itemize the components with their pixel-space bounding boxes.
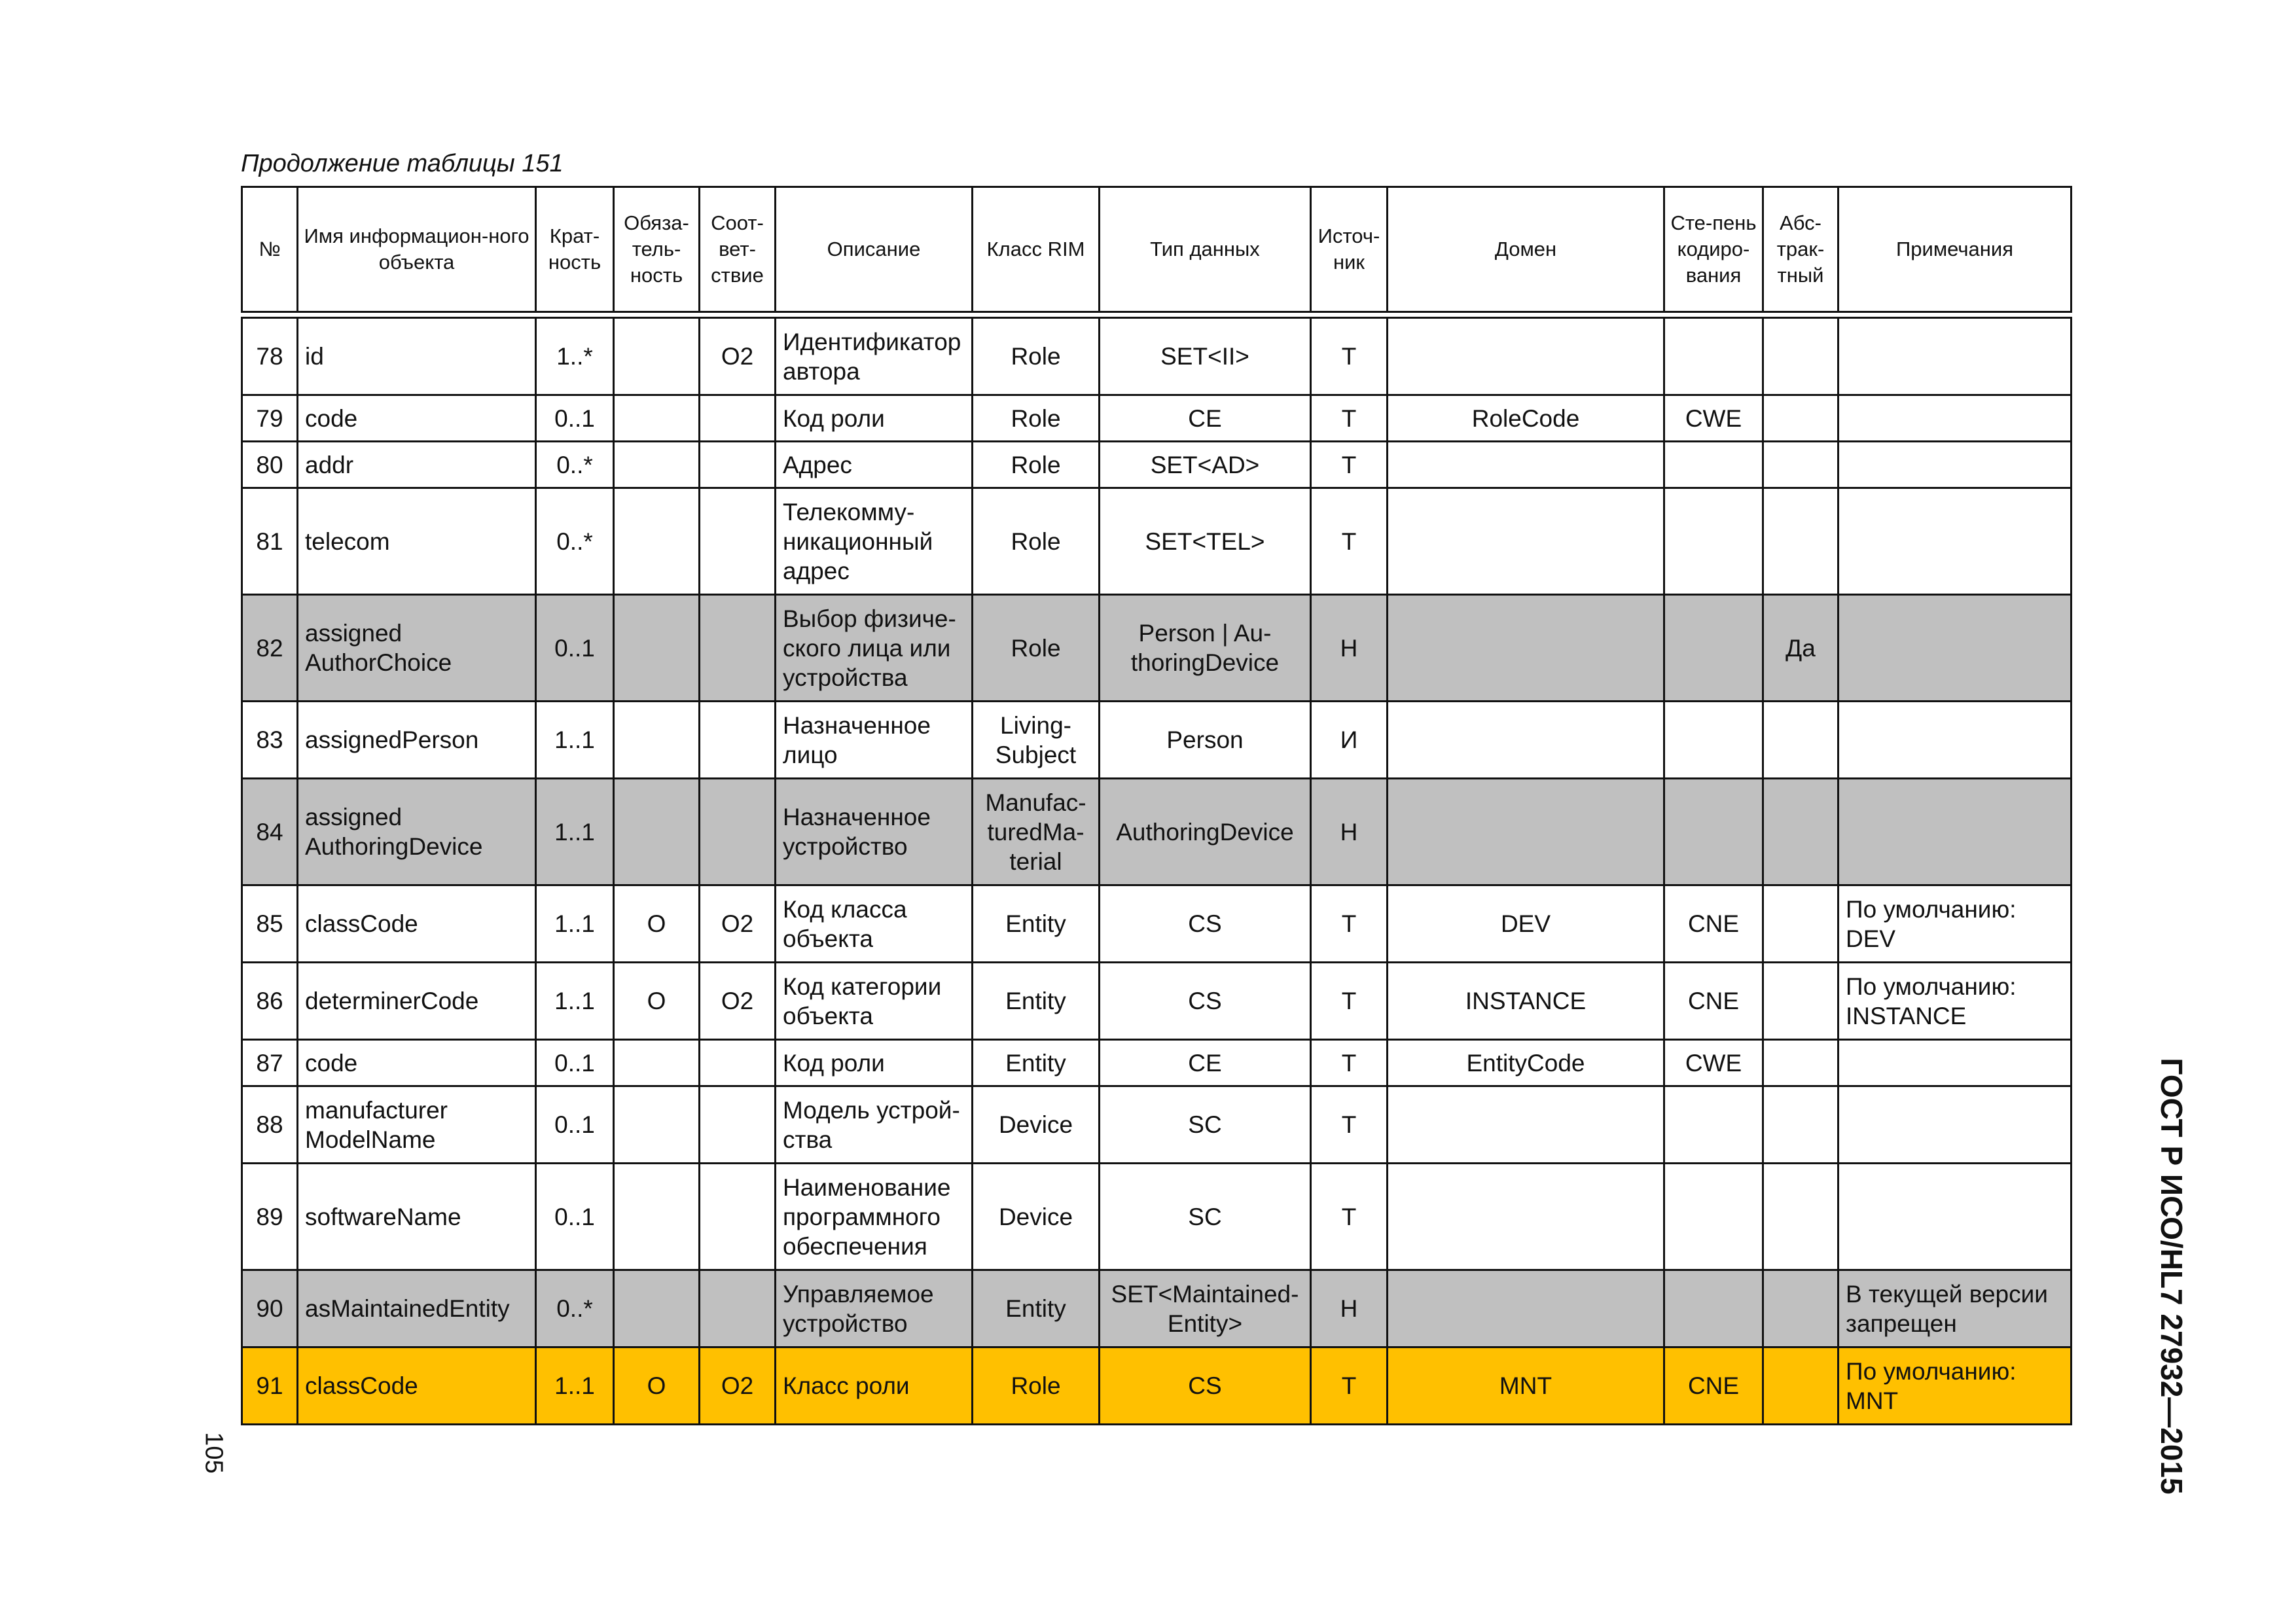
header-name: Имя информацион-ного объекта [298, 187, 536, 312]
cell-num: 88 [242, 1086, 298, 1164]
cell-data-type: SET<TEL> [1100, 488, 1311, 595]
cell-mandatory [614, 1164, 700, 1270]
header-divider [242, 312, 2072, 318]
cell-rim-class: Role [973, 1347, 1100, 1425]
cell-source: T [1311, 1086, 1388, 1164]
cell-description: Код категории объекта [776, 963, 973, 1040]
cell-mandatory: O [614, 963, 700, 1040]
header-source: Источ-ник [1311, 187, 1388, 312]
table-row [242, 963, 2072, 1040]
table-row [242, 318, 2072, 395]
cell-mandatory: O [614, 1347, 700, 1425]
cell-cardinality: 0..* [536, 442, 614, 488]
cell-rim-class: Entity [973, 1040, 1100, 1086]
cell-cardinality: 0..1 [536, 395, 614, 442]
cell-coding-strength [1664, 1270, 1763, 1347]
cell-num: 86 [242, 963, 298, 1040]
cell-description: Класс роли [776, 1347, 973, 1425]
cell-cardinality: 0..1 [536, 1040, 614, 1086]
cell-source: И [1311, 702, 1388, 779]
table-row [242, 488, 2072, 595]
header-cardinality: Крат-ность [536, 187, 614, 312]
cell-source: T [1311, 488, 1388, 595]
cell-notes: По умолчанию: INSTANCE [1839, 963, 2072, 1040]
cell-domain [1388, 442, 1664, 488]
cell-coding-strength [1664, 595, 1763, 702]
header-num: № [242, 187, 298, 312]
header-mandatory: Обяза-тель-ность [614, 187, 700, 312]
cell-rim-class: Device [973, 1086, 1100, 1164]
cell-coding-strength: CWE [1664, 395, 1763, 442]
cell-coding-strength [1664, 702, 1763, 779]
cell-coding-strength: CNE [1664, 1347, 1763, 1425]
cell-notes [1839, 318, 2072, 395]
data-table [241, 186, 2072, 1425]
standard-title-text: ГОСТ Р ИСО/HL7 27932—2015 [2155, 1058, 2189, 1495]
cell-mandatory [614, 442, 700, 488]
table-row [242, 595, 2072, 702]
header-row [242, 187, 2072, 312]
cell-abstract [1763, 885, 1839, 963]
cell-mandatory [614, 595, 700, 702]
cell-mandatory [614, 702, 700, 779]
cell-num: 87 [242, 1040, 298, 1086]
cell-conformance [700, 1040, 776, 1086]
cell-conformance: O2 [700, 885, 776, 963]
cell-domain [1388, 595, 1664, 702]
cell-rim-class: Role [973, 488, 1100, 595]
cell-name: code [298, 395, 536, 442]
cell-source: H [1311, 1270, 1388, 1347]
cell-mandatory [614, 395, 700, 442]
cell-abstract [1763, 1347, 1839, 1425]
cell-name: asMaintainedEntity [298, 1270, 536, 1347]
cell-data-type: SET<Maintained-Entity> [1100, 1270, 1311, 1347]
cell-source: H [1311, 779, 1388, 885]
cell-domain [1388, 779, 1664, 885]
cell-num: 81 [242, 488, 298, 595]
cell-cardinality: 1..* [536, 318, 614, 395]
header-description: Описание [776, 187, 973, 312]
cell-notes: В текущей версии запрещен [1839, 1270, 2072, 1347]
cell-abstract [1763, 395, 1839, 442]
header-notes: Примечания [1839, 187, 2072, 312]
cell-coding-strength: CWE [1664, 1040, 1763, 1086]
cell-domain: MNT [1388, 1347, 1664, 1425]
page-number-text: 105 [200, 1432, 228, 1474]
cell-rim-class: Role [973, 395, 1100, 442]
cell-notes [1839, 1164, 2072, 1270]
standard-title [2145, 1058, 2198, 1495]
header-conformance: Соот-вет-ствие [700, 187, 776, 312]
cell-mandatory [614, 1086, 700, 1164]
cell-data-type: SET<AD> [1100, 442, 1311, 488]
cell-notes [1839, 442, 2072, 488]
cell-data-type: CS [1100, 885, 1311, 963]
cell-mandatory [614, 779, 700, 885]
cell-coding-strength [1664, 488, 1763, 595]
cell-description: Выбор физиче-ского лица или устройства [776, 595, 973, 702]
cell-cardinality: 1..1 [536, 885, 614, 963]
cell-conformance [700, 1164, 776, 1270]
table-caption: Продолжение таблицы 151 [241, 150, 564, 177]
cell-rim-class: Living-Subject [973, 702, 1100, 779]
cell-mandatory: O [614, 885, 700, 963]
cell-coding-strength [1664, 779, 1763, 885]
cell-cardinality: 1..1 [536, 702, 614, 779]
cell-description: Наименование программного обеспечения [776, 1164, 973, 1270]
cell-name: addr [298, 442, 536, 488]
cell-num: 91 [242, 1347, 298, 1425]
cell-source: T [1311, 1347, 1388, 1425]
cell-cardinality: 1..1 [536, 963, 614, 1040]
cell-domain: INSTANCE [1388, 963, 1664, 1040]
cell-cardinality: 0..* [536, 1270, 614, 1347]
cell-conformance: O2 [700, 318, 776, 395]
cell-coding-strength [1664, 1086, 1763, 1164]
table-row [242, 702, 2072, 779]
cell-domain: EntityCode [1388, 1040, 1664, 1086]
cell-name: determinerCode [298, 963, 536, 1040]
cell-cardinality: 0..* [536, 488, 614, 595]
cell-coding-strength [1664, 318, 1763, 395]
header-domain: Домен [1388, 187, 1664, 312]
cell-name: classCode [298, 885, 536, 963]
cell-rim-class: Entity [973, 1270, 1100, 1347]
cell-rim-class: Device [973, 1164, 1100, 1270]
cell-notes: По умолчанию: MNT [1839, 1347, 2072, 1425]
cell-source: H [1311, 595, 1388, 702]
cell-notes [1839, 395, 2072, 442]
cell-num: 89 [242, 1164, 298, 1270]
cell-rim-class: Entity [973, 885, 1100, 963]
cell-abstract [1763, 963, 1839, 1040]
cell-notes [1839, 1040, 2072, 1086]
cell-cardinality: 0..1 [536, 595, 614, 702]
cell-num: 78 [242, 318, 298, 395]
cell-conformance [700, 395, 776, 442]
table-row [242, 779, 2072, 885]
cell-description: Код роли [776, 1040, 973, 1086]
cell-notes [1839, 595, 2072, 702]
cell-rim-class: Role [973, 442, 1100, 488]
cell-domain [1388, 1270, 1664, 1347]
cell-name: assignedPerson [298, 702, 536, 779]
cell-domain [1388, 702, 1664, 779]
cell-source: T [1311, 1040, 1388, 1086]
cell-name: code [298, 1040, 536, 1086]
cell-num: 84 [242, 779, 298, 885]
cell-data-type: SET<II> [1100, 318, 1311, 395]
cell-abstract [1763, 779, 1839, 885]
cell-description: Модель устрой-ства [776, 1086, 973, 1164]
cell-num: 80 [242, 442, 298, 488]
cell-abstract [1763, 1164, 1839, 1270]
cell-domain [1388, 488, 1664, 595]
cell-notes [1839, 1086, 2072, 1164]
cell-num: 79 [242, 395, 298, 442]
cell-cardinality: 0..1 [536, 1086, 614, 1164]
cell-description: Код класса объекта [776, 885, 973, 963]
table-row [242, 1164, 2072, 1270]
cell-abstract [1763, 318, 1839, 395]
table-row [242, 442, 2072, 488]
cell-domain [1388, 318, 1664, 395]
cell-mandatory [614, 318, 700, 395]
cell-conformance [700, 595, 776, 702]
cell-coding-strength [1664, 1164, 1763, 1270]
table-row [242, 885, 2072, 963]
cell-description: Код роли [776, 395, 973, 442]
cell-description: Управляемое устройство [776, 1270, 973, 1347]
cell-conformance: O2 [700, 963, 776, 1040]
cell-mandatory [614, 1270, 700, 1347]
cell-num: 90 [242, 1270, 298, 1347]
cell-name: telecom [298, 488, 536, 595]
cell-name: softwareName [298, 1164, 536, 1270]
cell-mandatory [614, 1040, 700, 1086]
cell-name: assigned AuthorChoice [298, 595, 536, 702]
cell-data-type: Person | Au-thoringDevice [1100, 595, 1311, 702]
cell-source: T [1311, 395, 1388, 442]
cell-domain [1388, 1164, 1664, 1270]
cell-cardinality: 0..1 [536, 1164, 614, 1270]
cell-data-type: SC [1100, 1086, 1311, 1164]
cell-num: 85 [242, 885, 298, 963]
cell-cardinality: 1..1 [536, 1347, 614, 1425]
cell-source: T [1311, 318, 1388, 395]
cell-description: Телекомму-никационный адрес [776, 488, 973, 595]
cell-conformance: O2 [700, 1347, 776, 1425]
cell-notes [1839, 702, 2072, 779]
cell-rim-class: Role [973, 595, 1100, 702]
cell-data-type: CE [1100, 395, 1311, 442]
cell-num: 83 [242, 702, 298, 779]
header-rim-class: Класс RIM [973, 187, 1100, 312]
cell-description: Идентификатор автора [776, 318, 973, 395]
cell-notes [1839, 779, 2072, 885]
cell-source: T [1311, 442, 1388, 488]
cell-rim-class: Entity [973, 963, 1100, 1040]
cell-conformance [700, 1270, 776, 1347]
cell-conformance [700, 1086, 776, 1164]
cell-name: id [298, 318, 536, 395]
cell-domain: DEV [1388, 885, 1664, 963]
cell-source: T [1311, 1164, 1388, 1270]
cell-num: 82 [242, 595, 298, 702]
cell-data-type: CS [1100, 1347, 1311, 1425]
cell-coding-strength [1664, 442, 1763, 488]
table-row [242, 1086, 2072, 1164]
cell-name: assigned AuthoringDevice [298, 779, 536, 885]
cell-domain [1388, 1086, 1664, 1164]
cell-abstract [1763, 1040, 1839, 1086]
cell-data-type: CS [1100, 963, 1311, 1040]
table-row [242, 1347, 2072, 1425]
cell-name: manufacturer ModelName [298, 1086, 536, 1164]
cell-abstract [1763, 1086, 1839, 1164]
cell-description: Адрес [776, 442, 973, 488]
cell-source: T [1311, 963, 1388, 1040]
cell-conformance [700, 702, 776, 779]
cell-description: Назначенное лицо [776, 702, 973, 779]
cell-rim-class: Role [973, 318, 1100, 395]
cell-data-type: SC [1100, 1164, 1311, 1270]
cell-data-type: CE [1100, 1040, 1311, 1086]
page-number [194, 1427, 233, 1479]
table-row [242, 1040, 2072, 1086]
cell-data-type: AuthoringDevice [1100, 779, 1311, 885]
cell-notes: По умолчанию: DEV [1839, 885, 2072, 963]
cell-abstract [1763, 1270, 1839, 1347]
cell-coding-strength: CNE [1664, 963, 1763, 1040]
cell-mandatory [614, 488, 700, 595]
cell-abstract [1763, 442, 1839, 488]
table-row [242, 395, 2072, 442]
cell-description: Назначенное устройство [776, 779, 973, 885]
cell-conformance [700, 488, 776, 595]
cell-name: classCode [298, 1347, 536, 1425]
cell-coding-strength: CNE [1664, 885, 1763, 963]
header-coding-strength: Сте-пень кодиро-вания [1664, 187, 1763, 312]
cell-domain: RoleCode [1388, 395, 1664, 442]
cell-source: T [1311, 885, 1388, 963]
cell-abstract [1763, 702, 1839, 779]
cell-conformance [700, 779, 776, 885]
cell-abstract [1763, 488, 1839, 595]
cell-abstract: Да [1763, 595, 1839, 702]
cell-rim-class: Manufac-turedMa-terial [973, 779, 1100, 885]
table-row [242, 1270, 2072, 1347]
cell-conformance [700, 442, 776, 488]
cell-notes [1839, 488, 2072, 595]
header-abstract: Абс-трак-тный [1763, 187, 1839, 312]
header-data-type: Тип данных [1100, 187, 1311, 312]
cell-cardinality: 1..1 [536, 779, 614, 885]
cell-data-type: Person [1100, 702, 1311, 779]
